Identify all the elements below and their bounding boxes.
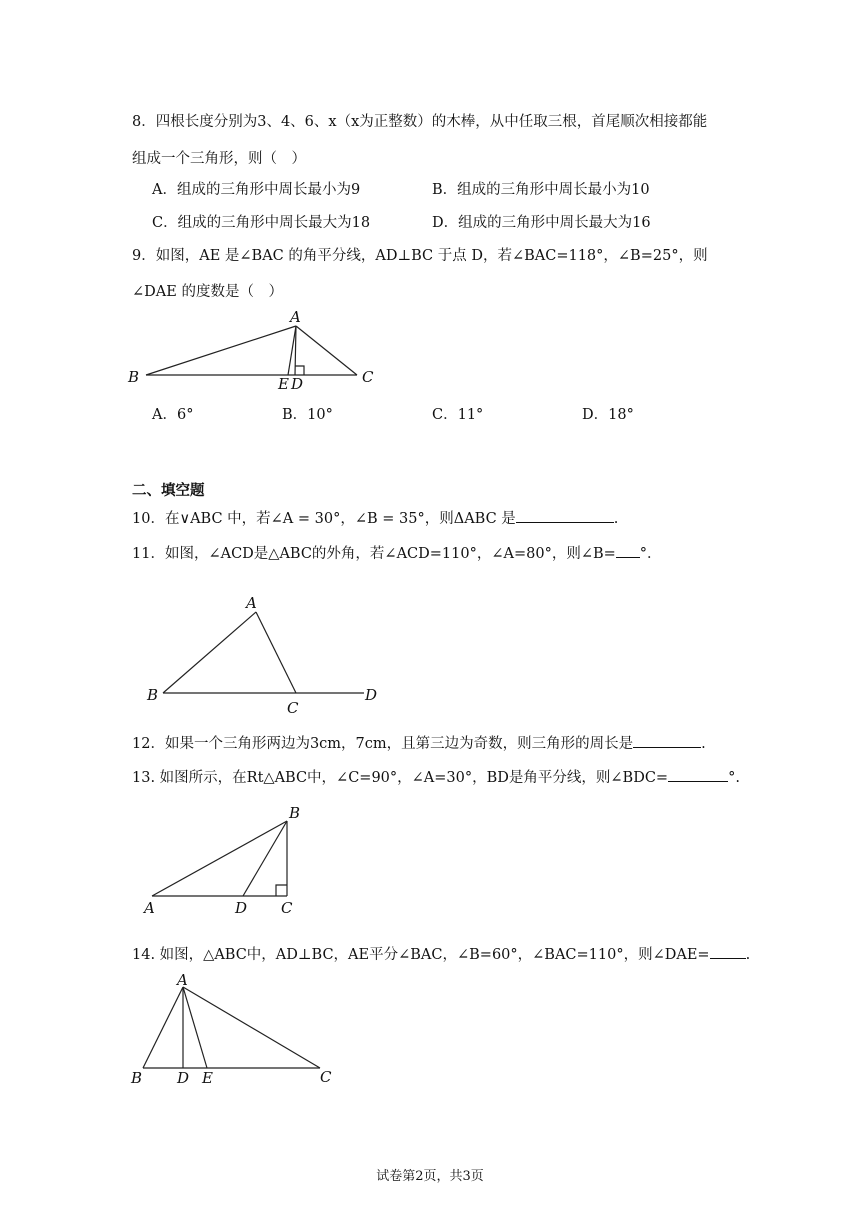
q14-label-d: D [177,1069,190,1087]
q13-suffix: °. [728,770,740,786]
q13-label-c: C [281,899,293,917]
q9-line1: 9．如图，AE 是∠BAC 的角平分线，AD⊥BC 于点 D，若∠BAC=118°，∠B=25°，则 [132,248,708,264]
q14-suffix: . [745,947,751,963]
q9-option-b: B．10° [282,407,333,423]
page-footer: 试卷第2页，共3页 [376,1169,484,1184]
q13-label-d: D [235,899,248,917]
q8-line2: 组成一个三角形，则（ ） [132,151,306,167]
q9-option-d: D．18° [582,407,634,423]
q10-text: 10．在∨ABC 中，若∠A = 30°，∠B = 35°，则ΔABC 是 [132,511,516,527]
q13-label-b: B [289,804,301,822]
q13-label-a: A [144,899,155,917]
q14-label-e: E [202,1069,213,1087]
q8-option-c: C．组成的三角形中周长最大为18 [152,215,371,231]
q8-option-a: A．组成的三角形中周长最小为9 [152,182,361,198]
q13-text: 13. 如图所示，在Rt△ABC中，∠C=90°，∠A=30°，BD是角平分线，则∠BDC= [132,770,669,786]
q12-suffix: . [701,736,706,752]
q10-suffix: . [613,511,619,527]
q9-label-c: C [362,368,374,386]
q8-option-b: B．组成的三角形中周长最小为10 [432,182,650,198]
q9-option-c: C．11° [432,407,484,423]
q11-label-b: B [147,686,159,704]
q9-label-e: E [278,375,289,393]
q9-label-a: A [290,308,301,326]
q8-option-d: D．组成的三角形中周长最大为16 [432,215,651,231]
q9-line2: ∠DAE 的度数是（ ） [132,284,283,300]
q14-label-b: B [131,1069,143,1087]
q8-line1: 8．四根长度分别为3、4、6、x（x为正整数）的木棒，从中任取三根，首尾顺次相接都能 [132,114,708,130]
q11-suffix: °． [639,546,662,562]
q11-label-c: C [287,699,299,717]
q12-text: 12．如果一个三角形两边为3cm，7cm，且第三边为奇数，则三角形的周长是 [132,736,634,752]
section-title: 二、填空题 [132,483,205,499]
q11-text: 11．如图，∠ACD是△ABC的外角，若∠ACD=110°，∠A=80°，则∠B= [132,546,616,562]
q11-label-d: D [365,686,378,704]
q9-option-a: A．6° [152,407,194,423]
q11-label-a: A [246,594,257,612]
q9-label-b: B [128,368,140,386]
q14-label-c: C [320,1068,332,1086]
q14-text: 14. 如图，△ABC中，AD⊥BC，AE平分∠BAC，∠B=60°，∠BAC=110°，则∠DAE= [132,947,710,963]
q9-label-d: D [291,375,304,393]
q14-label-a: A [177,971,188,989]
